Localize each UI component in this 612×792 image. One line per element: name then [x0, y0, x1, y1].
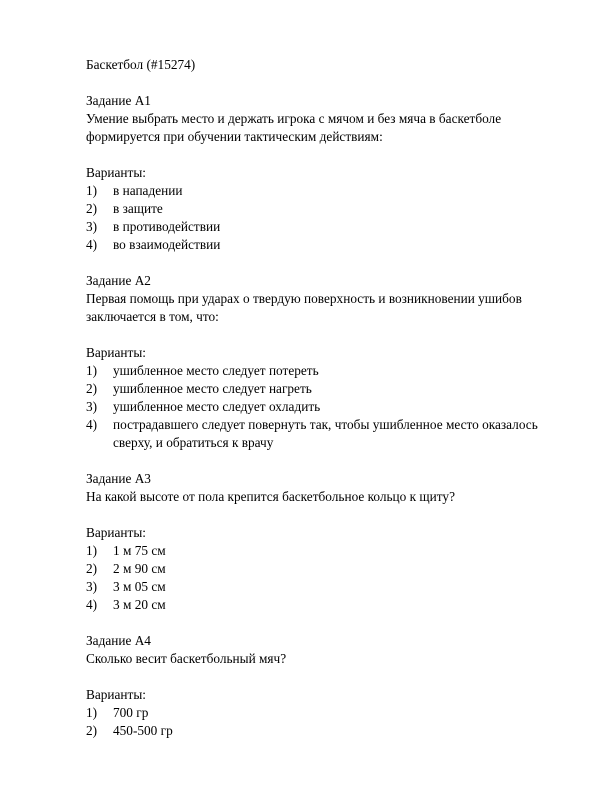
- option-number: 2): [86, 201, 98, 216]
- variants-label: Варианты:: [86, 687, 146, 702]
- option-text: 3 м 20 см: [113, 597, 166, 612]
- task-question: Умение выбрать место и держать игрока с мячом и без мяча в баскетболе формируется при обучении тактическим действиям:: [86, 111, 502, 144]
- task-title: Задание А4: [86, 633, 151, 648]
- option-text: 450-500 гр: [113, 723, 173, 738]
- option-number: 3): [86, 579, 98, 594]
- options-list: [86, 704, 566, 740]
- option-number: 1): [86, 543, 98, 558]
- option-item: [86, 416, 566, 452]
- option-item: [86, 200, 566, 218]
- option-number: 2): [86, 561, 98, 576]
- option-number: 4): [86, 597, 98, 612]
- option-text: во взаимодействии: [113, 237, 221, 252]
- variants-label: Варианты:: [86, 345, 146, 360]
- task-a2: [86, 272, 566, 452]
- task-title: Задание А1: [86, 93, 151, 108]
- option-number: 4): [86, 417, 98, 432]
- option-text: 700 гр: [113, 705, 149, 720]
- option-text: пострадавшего следует повернуть так, чтобы ушибленное место оказалось сверху, и обратиться к врачу: [113, 417, 538, 450]
- option-number: 4): [86, 237, 98, 252]
- option-text: 1 м 75 см: [113, 543, 166, 558]
- options-list: [86, 182, 566, 254]
- option-number: 1): [86, 183, 98, 198]
- option-item: [86, 578, 566, 596]
- task-question: Первая помощь при ударах о твердую поверхность и возникновении ушибов заключается в том, что:: [86, 291, 522, 324]
- option-text: ушибленное место следует нагреть: [113, 381, 312, 396]
- option-text: в нападении: [113, 183, 183, 198]
- option-text: в противодействии: [113, 219, 221, 234]
- option-item: [86, 236, 566, 254]
- task-a4: [86, 632, 566, 740]
- option-item: [86, 380, 566, 398]
- task-a3: [86, 470, 566, 614]
- option-item: [86, 542, 566, 560]
- option-item: [86, 560, 566, 578]
- variants-label: Варианты:: [86, 525, 146, 540]
- options-list: [86, 542, 566, 614]
- variants-label: Варианты:: [86, 165, 146, 180]
- option-item: [86, 398, 566, 416]
- option-number: 2): [86, 381, 98, 396]
- options-list: [86, 362, 566, 452]
- option-item: [86, 362, 566, 380]
- option-item: [86, 182, 566, 200]
- option-text: ушибленное место следует потереть: [113, 363, 319, 378]
- option-item: [86, 704, 566, 722]
- document-page: [86, 56, 566, 758]
- task-question: На какой высоте от пола крепится баскетбольное кольцо к щиту?: [86, 489, 455, 504]
- option-number: 1): [86, 705, 98, 720]
- option-text: в защите: [113, 201, 163, 216]
- option-text: 2 м 90 см: [113, 561, 166, 576]
- option-number: 2): [86, 723, 98, 738]
- task-a1: [86, 92, 566, 254]
- option-item: [86, 218, 566, 236]
- option-number: 1): [86, 363, 98, 378]
- option-item: [86, 722, 566, 740]
- task-question: Сколько весит баскетбольный мяч?: [86, 651, 287, 666]
- task-title: Задание А2: [86, 273, 151, 288]
- task-title: Задание А3: [86, 471, 151, 486]
- option-number: 3): [86, 219, 98, 234]
- option-text: ушибленное место следует охладить: [113, 399, 321, 414]
- option-number: 3): [86, 399, 98, 414]
- option-text: 3 м 05 см: [113, 579, 166, 594]
- option-item: [86, 596, 566, 614]
- document-title: Баскетбол (#15274): [86, 57, 196, 72]
